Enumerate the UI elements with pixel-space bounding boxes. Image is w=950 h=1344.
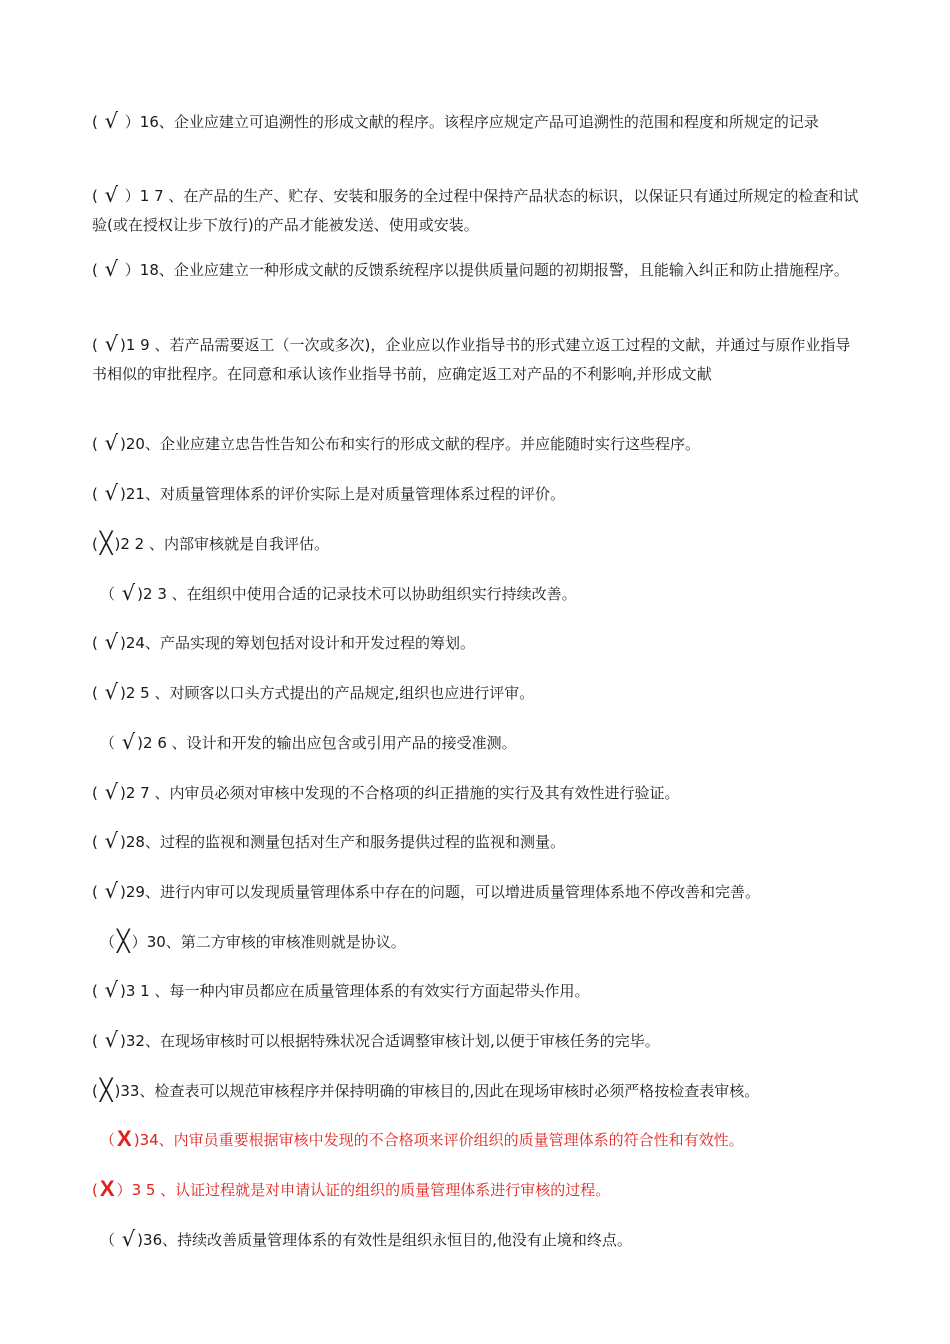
question-text: 33、检查表可以规范审核程序并保持明确的审核目的,因此在现场审核时必须严格按检查表审核。	[120, 1082, 760, 1100]
open-paren: (	[92, 336, 103, 354]
close-paren: )	[120, 336, 126, 354]
question-text: 28、过程的监视和测量包括对生产和服务提供过程的监视和测量。	[125, 833, 565, 851]
open-paren: (	[92, 485, 103, 503]
close-paren: ）	[116, 1181, 132, 1199]
close-paren: )	[137, 1231, 144, 1249]
question-18	[92, 256, 862, 285]
question-text: 2 7 、内审员必须对审核中发现的不合格项的纠正措施的实行及其有效性进行验证。	[125, 784, 680, 802]
open-paren: (	[92, 883, 103, 901]
close-paren: ）	[120, 113, 140, 131]
cross-mark-icon: ╳	[117, 929, 130, 953]
question-text: 1 9 、若产品需要返工（一次或多次)，企业应以作业指导书的形式建立返工过程的文献，并通过与原作业指导书相似的审批程序。在同意和承认该作业指导书前，应确定返工对产品的不利影响,并形成文献	[92, 336, 851, 383]
check-mark-icon: √	[104, 481, 119, 505]
close-paren: ）	[131, 933, 147, 951]
close-paren: )	[114, 1082, 121, 1100]
open-paren: （	[100, 734, 120, 752]
close-paren: ）	[120, 187, 140, 205]
question-22	[92, 530, 862, 559]
open-paren: (	[92, 684, 103, 702]
question-24	[92, 629, 862, 658]
red-x-mark-icon: X	[99, 1176, 115, 1201]
check-mark-icon: √	[104, 780, 119, 804]
check-mark-icon: √	[104, 109, 119, 133]
question-text: 36、持续改善质量管理体系的有效性是组织永恒目的,他没有止境和终点。	[143, 1231, 632, 1249]
close-paren: )	[120, 634, 126, 652]
check-mark-icon: √	[104, 431, 119, 455]
question-text: 1 7 、在产品的生产、贮存、安装和服务的全过程中保持产品状态的标识，以保证只有通过所规定的检查和试验(或在授权让步下放行)的产品才能被发送、使用或安装。	[92, 187, 859, 234]
question-text: 32、在现场审核时可以根据特殊状况合适调整审核计划,以便于审核任务的完毕。	[125, 1032, 660, 1050]
close-paren: )	[120, 435, 126, 453]
close-paren: )	[120, 833, 126, 851]
close-paren: )	[120, 982, 126, 1000]
question-text: 18、企业应建立一种形成文献的反馈系统程序以提供质量问题的初期报警，且能输入纠正和防止措施程序。	[139, 261, 849, 279]
check-mark-icon: √	[104, 257, 119, 281]
open-paren: (	[92, 784, 103, 802]
open-paren: （	[100, 933, 116, 951]
close-paren: )	[137, 734, 144, 752]
question-32	[92, 1027, 862, 1056]
open-paren: (	[92, 535, 98, 553]
close-paren: ）	[120, 261, 140, 279]
question-text: 3 1 、每一种内审员都应在质量管理体系的有效实行方面起带头作用。	[125, 982, 590, 1000]
question-text: 34、内审员重要根据审核中发现的不合格项来评价组织的质量管理体系的符合性和有效性。	[139, 1131, 744, 1149]
check-mark-icon: √	[121, 730, 136, 754]
check-mark-icon: √	[104, 630, 119, 654]
question-30	[100, 928, 870, 957]
question-21	[92, 480, 862, 509]
question-25	[92, 679, 862, 708]
question-23	[100, 580, 870, 609]
question-text: 2 5 、对顾客以口头方式提出的产品规定,组织也应进行评审。	[125, 684, 535, 702]
check-mark-icon: √	[104, 829, 119, 853]
check-mark-icon: √	[121, 1227, 136, 1251]
question-text: 2 3 、在组织中使用合适的记录技术可以协助组织实行持续改善。	[143, 585, 577, 603]
question-33	[92, 1077, 862, 1106]
open-paren: (	[92, 113, 103, 131]
question-27	[92, 779, 862, 808]
check-mark-icon: √	[104, 332, 119, 356]
check-mark-icon: √	[104, 1028, 119, 1052]
open-paren: （	[100, 1131, 116, 1149]
question-text: 29、进行内审可以发现质量管理体系中存在的问题，可以增进质量管理体系地不停改善和完善。	[125, 883, 760, 901]
question-31	[92, 977, 862, 1006]
question-29	[92, 878, 862, 907]
cross-mark-icon: ╳	[99, 531, 113, 555]
question-26	[100, 729, 870, 758]
close-paren: )	[133, 1131, 140, 1149]
cross-mark-icon: ╳	[99, 1078, 113, 1102]
open-paren: (	[92, 261, 103, 279]
close-paren: )	[120, 1032, 126, 1050]
close-paren: )	[137, 585, 144, 603]
question-34	[100, 1126, 870, 1155]
question-text: 2 2 、内部审核就是自我评估。	[120, 535, 329, 553]
question-36	[100, 1226, 870, 1255]
check-mark-icon: √	[104, 680, 119, 704]
open-paren: (	[92, 435, 103, 453]
question-35	[92, 1176, 862, 1205]
question-text: 2 6 、设计和开发的输出应包含或引用产品的接受准测。	[143, 734, 517, 752]
open-paren: (	[92, 982, 103, 1000]
question-text: 21、对质量管理体系的评价实际上是对质量管理体系过程的评价。	[125, 485, 565, 503]
close-paren: )	[120, 485, 126, 503]
question-20	[92, 430, 862, 459]
check-mark-icon: √	[104, 978, 119, 1002]
question-text: 20、企业应建立忠告性告知公布和实行的形成文献的程序。并应能随时实行这些程序。	[125, 435, 700, 453]
open-paren: (	[92, 1082, 98, 1100]
check-mark-icon: √	[104, 183, 119, 207]
open-paren: (	[92, 1181, 98, 1199]
close-paren: )	[120, 784, 126, 802]
question-text: 16、企业应建立可追溯性的形成文献的程序。该程序应规定产品可追溯性的范围和程度和所规定的记录	[139, 113, 819, 131]
question-19	[92, 331, 862, 389]
close-paren: )	[120, 883, 126, 901]
open-paren: (	[92, 634, 103, 652]
question-17	[92, 182, 862, 240]
check-mark-icon: √	[121, 581, 136, 605]
question-text: 3 5 、认证过程就是对申请认证的组织的质量管理体系进行审核的过程。	[131, 1181, 611, 1199]
close-paren: )	[114, 535, 121, 553]
open-paren: (	[92, 187, 103, 205]
red-x-mark-icon: X	[117, 1126, 132, 1151]
question-16	[92, 108, 862, 137]
open-paren: （	[100, 1231, 120, 1249]
check-mark-icon: √	[104, 879, 119, 903]
open-paren: (	[92, 1032, 103, 1050]
open-paren: （	[100, 585, 120, 603]
open-paren: (	[92, 833, 103, 851]
question-text: 30、第二方审核的审核准则就是协议。	[146, 933, 406, 951]
close-paren: )	[120, 684, 126, 702]
question-28	[92, 828, 862, 857]
question-text: 24、产品实现的筹划包括对设计和开发过程的筹划。	[125, 634, 475, 652]
